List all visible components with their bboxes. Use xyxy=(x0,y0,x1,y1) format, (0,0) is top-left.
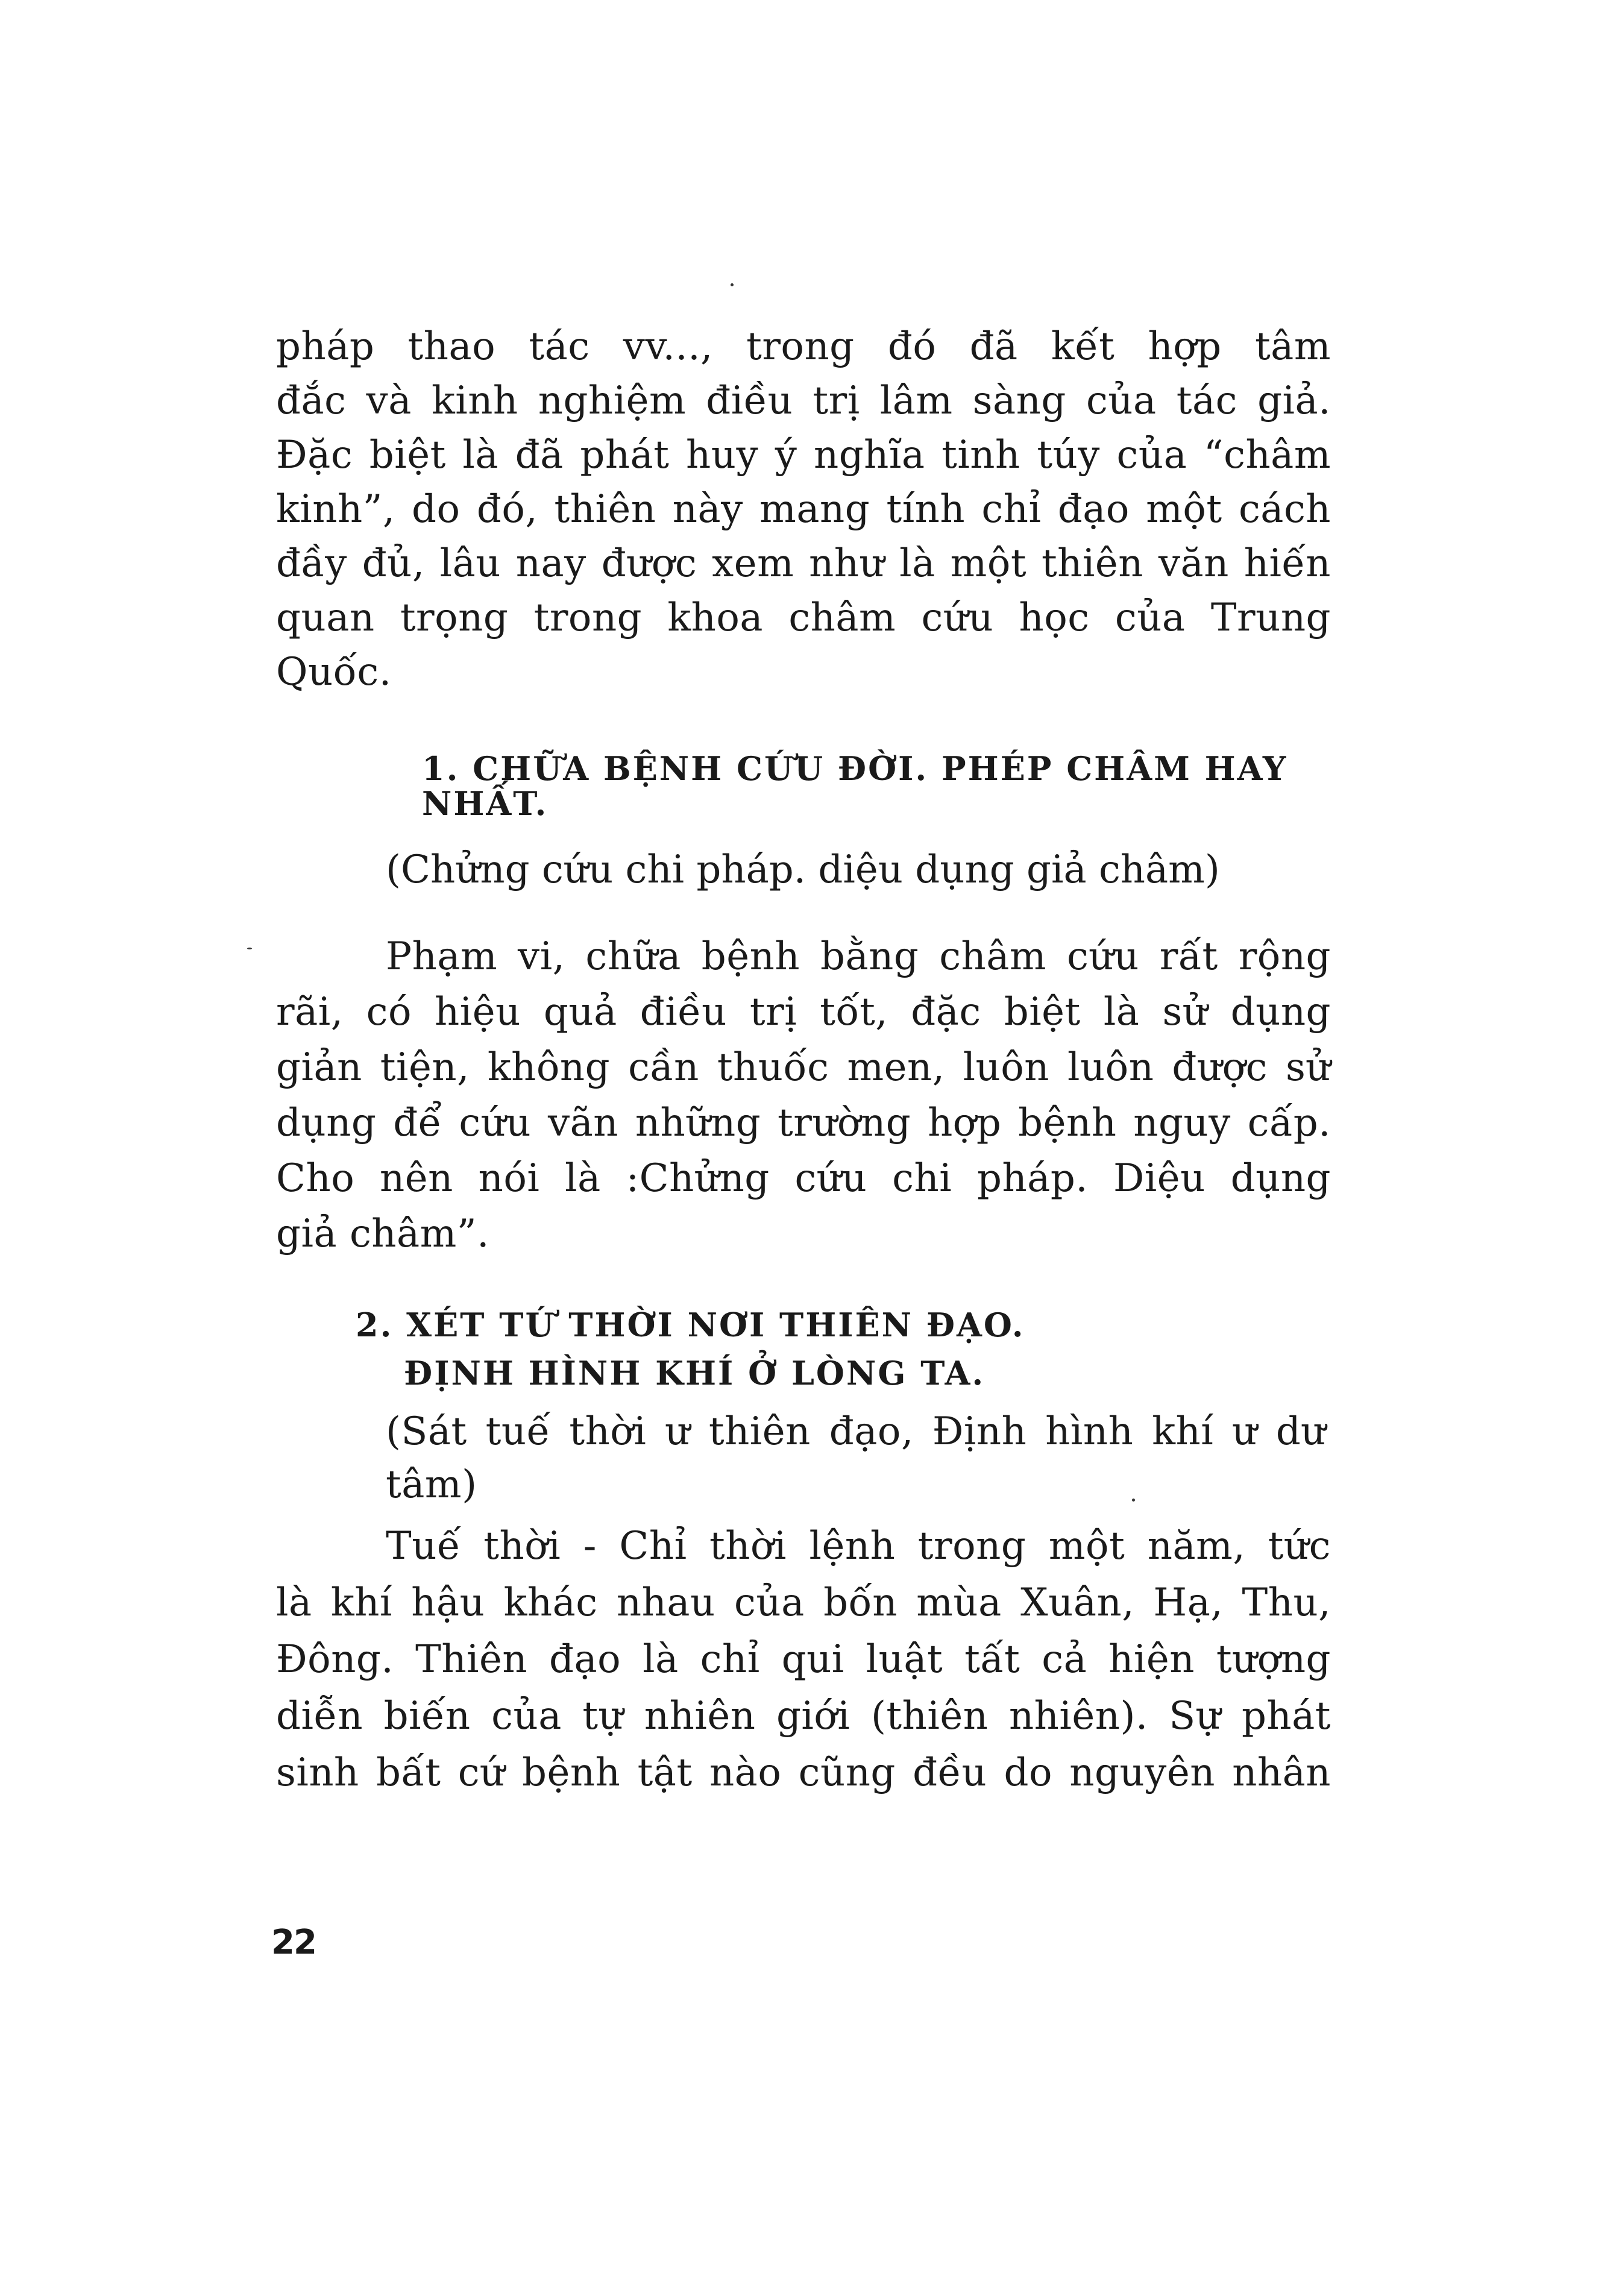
subtitle-line: (Sát tuế thời ư thiên đạo, Định hình khí ư dư xyxy=(386,1409,1326,1454)
text-line: đầy đủ, lâu nay được xem như là một thiên văn hiến xyxy=(276,541,1331,586)
text-line: Quốc. xyxy=(276,650,392,694)
scan-speck xyxy=(731,283,734,286)
heading-line: NHẤT. xyxy=(422,784,549,823)
section-heading-1 xyxy=(422,750,1326,822)
text-line: Tuế thời - Chỉ thời lệnh trong một năm, tức xyxy=(386,1524,1331,1568)
text-line: giản tiện, không cần thuốc men, luôn luôn được sử xyxy=(276,1045,1331,1090)
text-line: diễn biến của tự nhiên giới (thiên nhiên). Sự phát xyxy=(276,1694,1331,1738)
text-line: đắc và kinh nghiệm điều trị lâm sàng của tác giả. xyxy=(276,379,1331,423)
text-line: Phạm vi, chữa bệnh bằng châm cứu rất rộng xyxy=(386,934,1331,979)
paragraph-2 xyxy=(276,936,1331,1255)
heading-line: 2. XÉT TỨ THỜI NƠI THIÊN ĐẠO. xyxy=(356,1306,1025,1344)
text-line: Đông. Thiên đạo là chỉ qui luật tất cả hiện tượng xyxy=(276,1637,1331,1682)
heading-line: ĐỊNH HÌNH KHÍ Ở LÒNG TA. xyxy=(404,1354,986,1392)
text-line: dụng để cứu vãn những trường hợp bệnh nguy cấp. xyxy=(276,1101,1331,1145)
text-line: pháp thao tác vv..., trong đó đã kết hợp tâm xyxy=(276,324,1331,369)
text-line: sinh bất cứ bệnh tật nào cũng đều do nguyên nhân xyxy=(276,1750,1331,1795)
text-line: Cho nên nói là :Chửng cứu chi pháp. Diệu dụng xyxy=(276,1156,1331,1201)
subtitle-line: (Chửng cứu chi pháp. diệu dụng giả châm) xyxy=(386,848,1220,892)
subtitle-line: tâm) xyxy=(386,1462,477,1507)
text-line: Đặc biệt là đã phát huy ý nghĩa tinh túy của “châm xyxy=(276,433,1331,477)
section-heading-2 xyxy=(356,1307,1260,1391)
paragraph-1 xyxy=(276,326,1331,693)
text-line: là khí hậu khác nhau của bốn mùa Xuân, Hạ, Thu, xyxy=(276,1580,1331,1625)
text-line: rãi, có hiệu quả điều trị tốt, đặc biệt là sử dụng xyxy=(276,990,1331,1034)
paragraph-3 xyxy=(276,1525,1331,1794)
heading-line: 1. CHỮA BỆNH CỨU ĐỜI. PHÉP CHÂM HAY xyxy=(422,749,1288,788)
section-subtitle-2 xyxy=(386,1411,1326,1506)
section-subtitle-1 xyxy=(386,849,1350,891)
text-line: giả châm”. xyxy=(276,1212,489,1256)
page-number: 22 xyxy=(271,1923,316,1962)
scan-speck xyxy=(247,948,252,949)
text-line: kinh”, do đó, thiên này mang tính chỉ đạo một cách xyxy=(276,487,1331,532)
text-line: quan trọng trong khoa châm cứu học của Trung xyxy=(276,596,1331,640)
